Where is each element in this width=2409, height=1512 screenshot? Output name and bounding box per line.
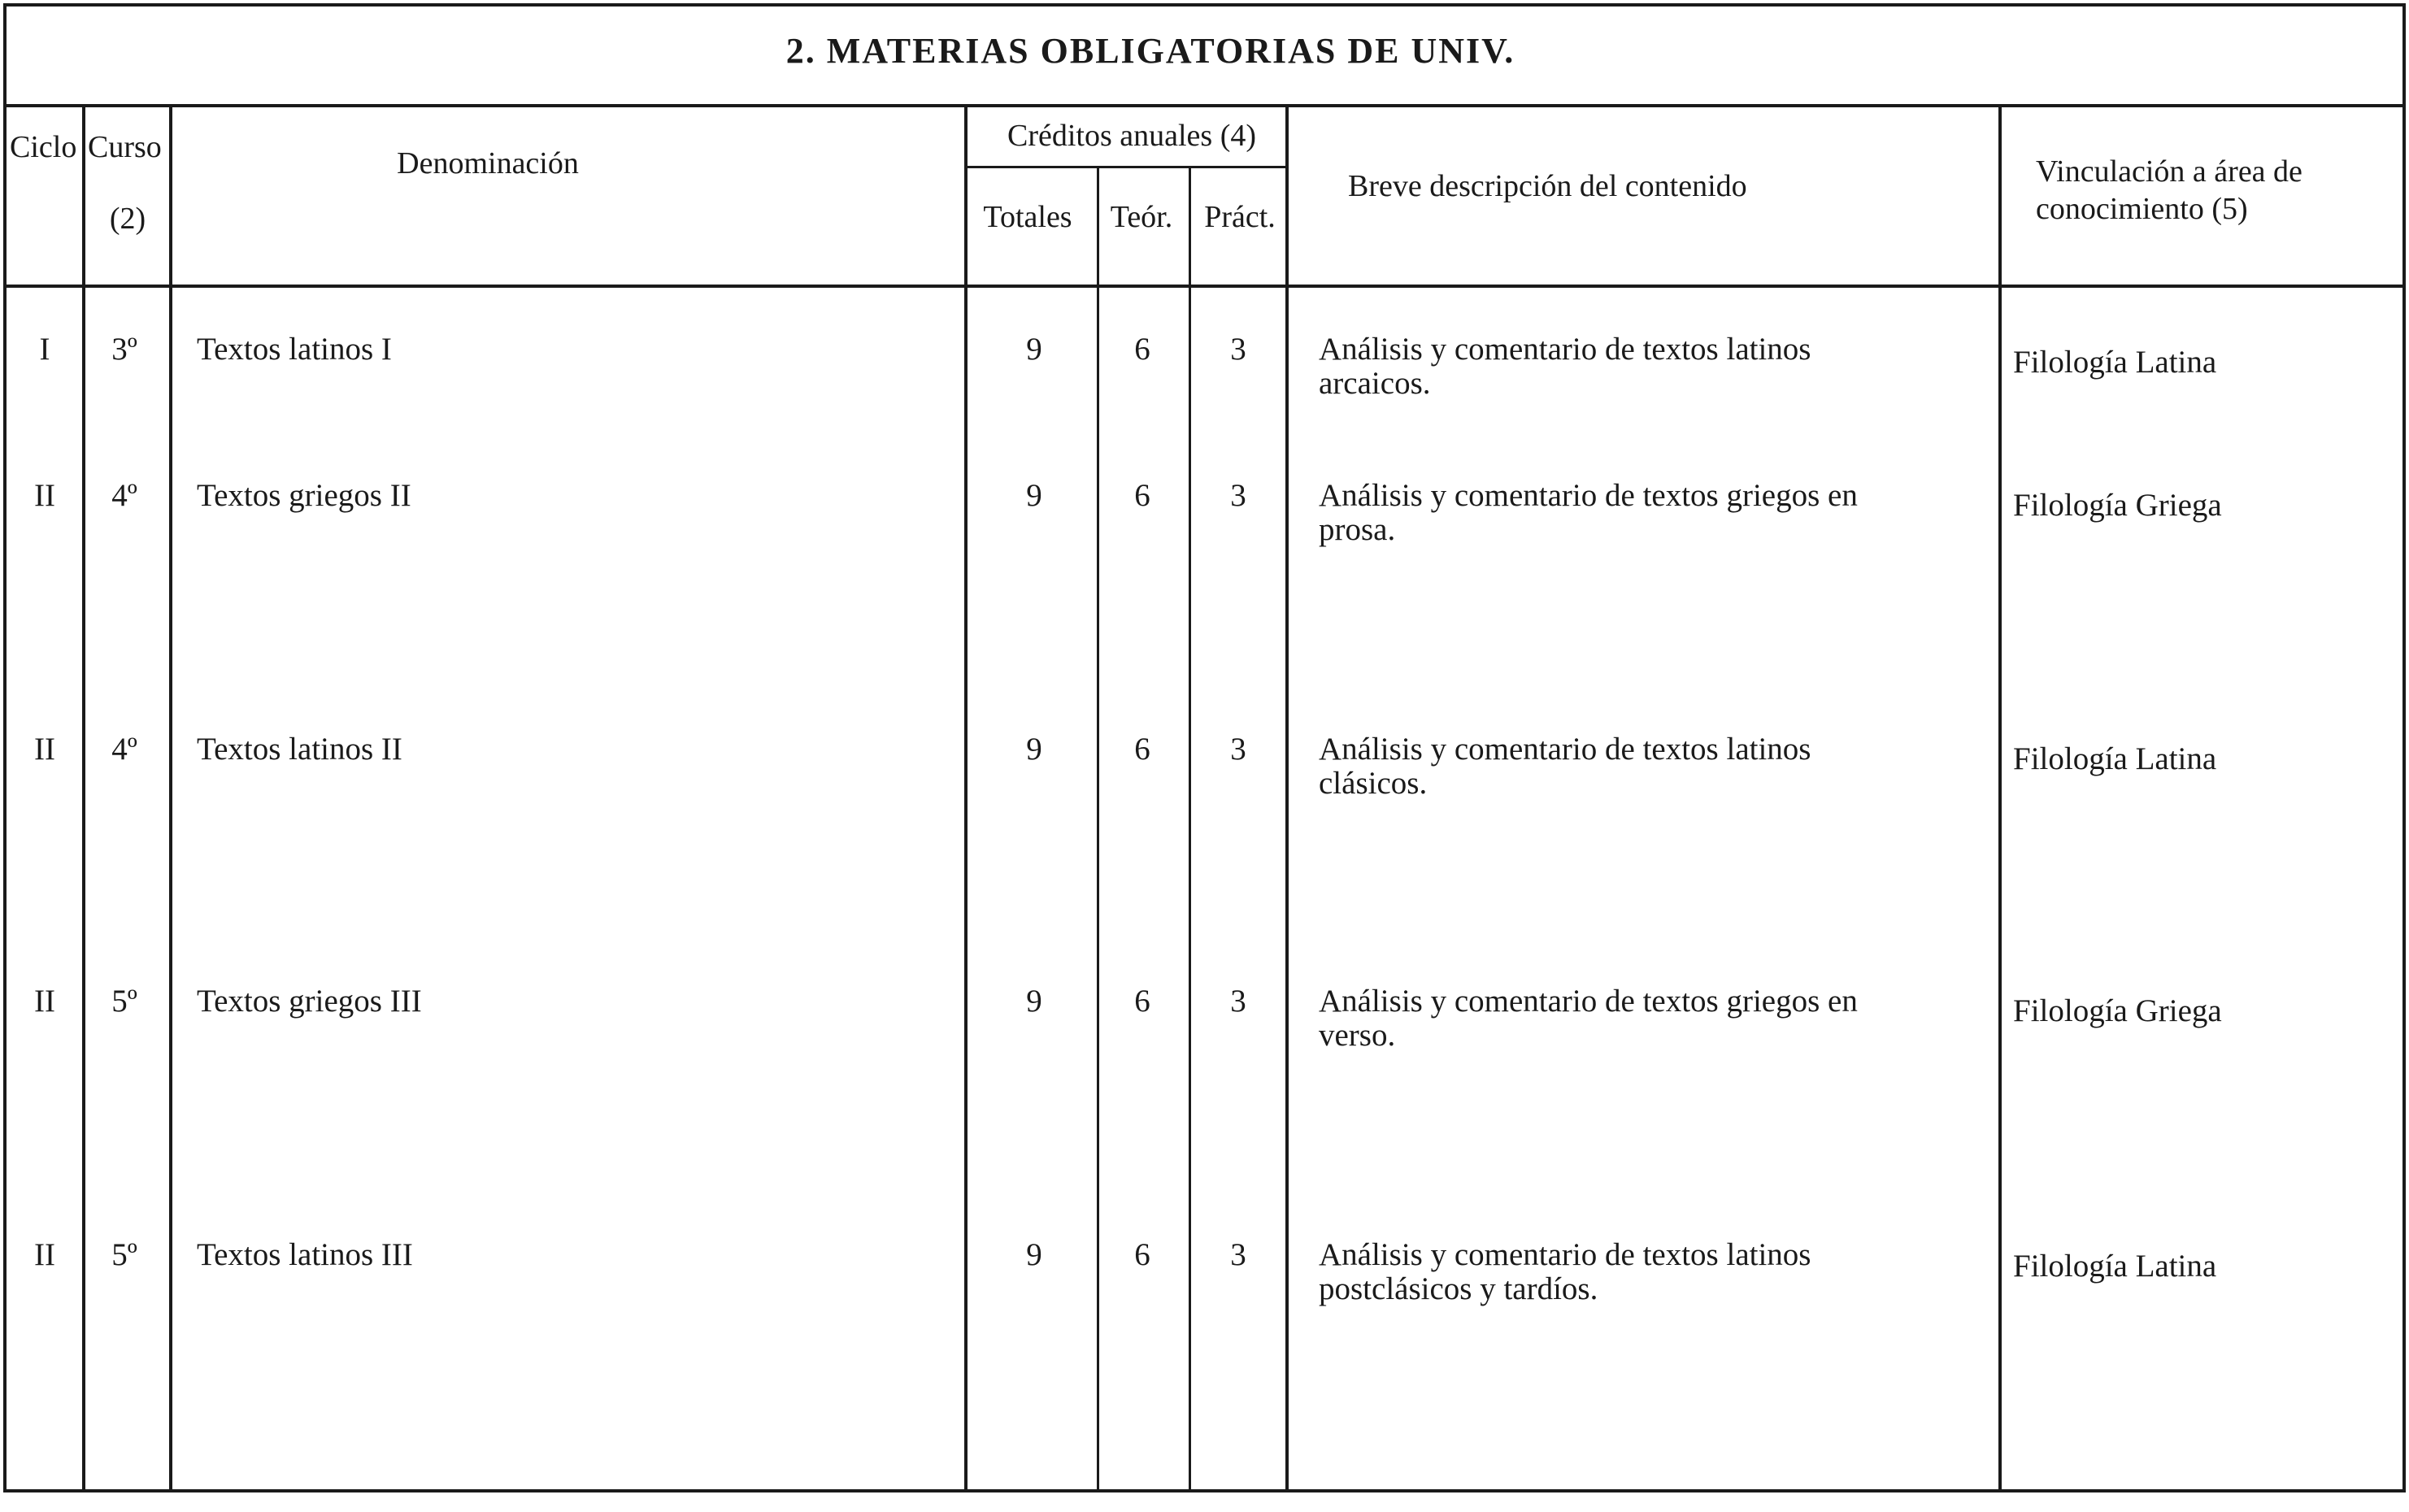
- header-ciclo: Ciclo: [10, 130, 77, 164]
- header-totales: Totales: [983, 200, 1072, 234]
- table-border-left: [3, 3, 7, 1492]
- cell-descripcion-line1: Análisis y comentario de textos griegos en: [1319, 984, 1858, 1019]
- cell-teor: 6: [1134, 732, 1150, 767]
- cell-ciclo: II: [34, 732, 55, 767]
- cell-totales: 9: [1026, 478, 1042, 513]
- cell-curso: 5º: [111, 984, 137, 1019]
- cell-ciclo: II: [34, 984, 55, 1019]
- column-divider-descripcion: [1285, 104, 1289, 1492]
- cell-area: Filología Latina: [2013, 1249, 2217, 1284]
- cell-denominacion: Textos latinos II: [197, 732, 402, 767]
- table-border-bottom: [3, 1489, 2406, 1492]
- cell-descripcion-line1: Análisis y comentario de textos latinos: [1319, 1237, 1811, 1272]
- cell-totales: 9: [1026, 732, 1042, 767]
- header-curso: Curso: [88, 130, 162, 164]
- cell-teor: 6: [1134, 478, 1150, 513]
- header-denominacion: Denominación: [397, 146, 579, 180]
- cell-totales: 9: [1026, 332, 1042, 367]
- cell-denominacion: Textos latinos III: [197, 1237, 413, 1272]
- column-divider-totales: [964, 104, 968, 1492]
- cell-pract: 3: [1230, 332, 1246, 367]
- title-divider: [3, 104, 2406, 107]
- cell-curso: 4º: [111, 478, 137, 513]
- header-vinculacion-note: conocimiento (5): [2036, 192, 2248, 226]
- column-divider-denominacion: [169, 104, 172, 1492]
- cell-teor: 6: [1134, 984, 1150, 1019]
- header-vinculacion: Vinculación a área de: [2036, 154, 2302, 189]
- cell-descripcion-line2: prosa.: [1319, 512, 1396, 547]
- cell-area: Filología Griega: [2013, 993, 2222, 1028]
- header-divider: [3, 285, 2406, 288]
- column-divider-teor: [1097, 166, 1099, 1492]
- cell-teor: 6: [1134, 332, 1150, 367]
- cell-descripcion-line2: postclásicos y tardíos.: [1319, 1271, 1598, 1306]
- cell-area: Filología Latina: [2013, 345, 2217, 380]
- cell-ciclo: II: [34, 478, 55, 513]
- cell-ciclo: II: [34, 1237, 55, 1272]
- cell-totales: 9: [1026, 984, 1042, 1019]
- cell-totales: 9: [1026, 1237, 1042, 1272]
- cell-pract: 3: [1230, 1237, 1246, 1272]
- cell-pract: 3: [1230, 732, 1246, 767]
- cell-descripcion-line2: verso.: [1319, 1018, 1396, 1053]
- cell-denominacion: Textos griegos II: [197, 478, 411, 513]
- cell-descripcion-line2: clásicos.: [1319, 766, 1428, 801]
- cell-ciclo: I: [39, 332, 50, 367]
- cell-curso: 3º: [111, 332, 137, 367]
- cell-area: Filología Latina: [2013, 741, 2217, 776]
- document-title: 2. MATERIAS OBLIGATORIAS DE UNIV.: [785, 31, 1515, 71]
- header-pract: Práct.: [1204, 200, 1276, 234]
- cell-descripcion-line1: Análisis y comentario de textos latinos: [1319, 732, 1811, 767]
- header-descripcion: Breve descripción del contenido: [1348, 169, 1747, 203]
- cell-descripcion-line1: Análisis y comentario de textos latinos: [1319, 332, 1811, 367]
- creditos-subdivider: [964, 166, 1288, 168]
- cell-pract: 3: [1230, 478, 1246, 513]
- column-divider-curso: [82, 104, 85, 1492]
- cell-descripcion-line1: Análisis y comentario de textos griegos en: [1319, 478, 1858, 513]
- cell-pract: 3: [1230, 984, 1246, 1019]
- cell-area: Filología Griega: [2013, 488, 2222, 523]
- cell-denominacion: Textos latinos I: [197, 332, 392, 367]
- table-border-right: [2402, 3, 2406, 1492]
- cell-curso: 5º: [111, 1237, 137, 1272]
- cell-descripcion-line2: arcaicos.: [1319, 366, 1431, 401]
- cell-curso: 4º: [111, 732, 137, 767]
- cell-denominacion: Textos griegos III: [197, 984, 422, 1019]
- header-creditos: Créditos anuales (4): [1007, 119, 1257, 153]
- cell-teor: 6: [1134, 1237, 1150, 1272]
- column-divider-vinculacion: [1998, 104, 2002, 1492]
- column-divider-pract: [1189, 166, 1191, 1492]
- header-teor: Teór.: [1110, 200, 1173, 234]
- header-curso-note: (2): [109, 202, 146, 236]
- table-border-top: [3, 3, 2406, 7]
